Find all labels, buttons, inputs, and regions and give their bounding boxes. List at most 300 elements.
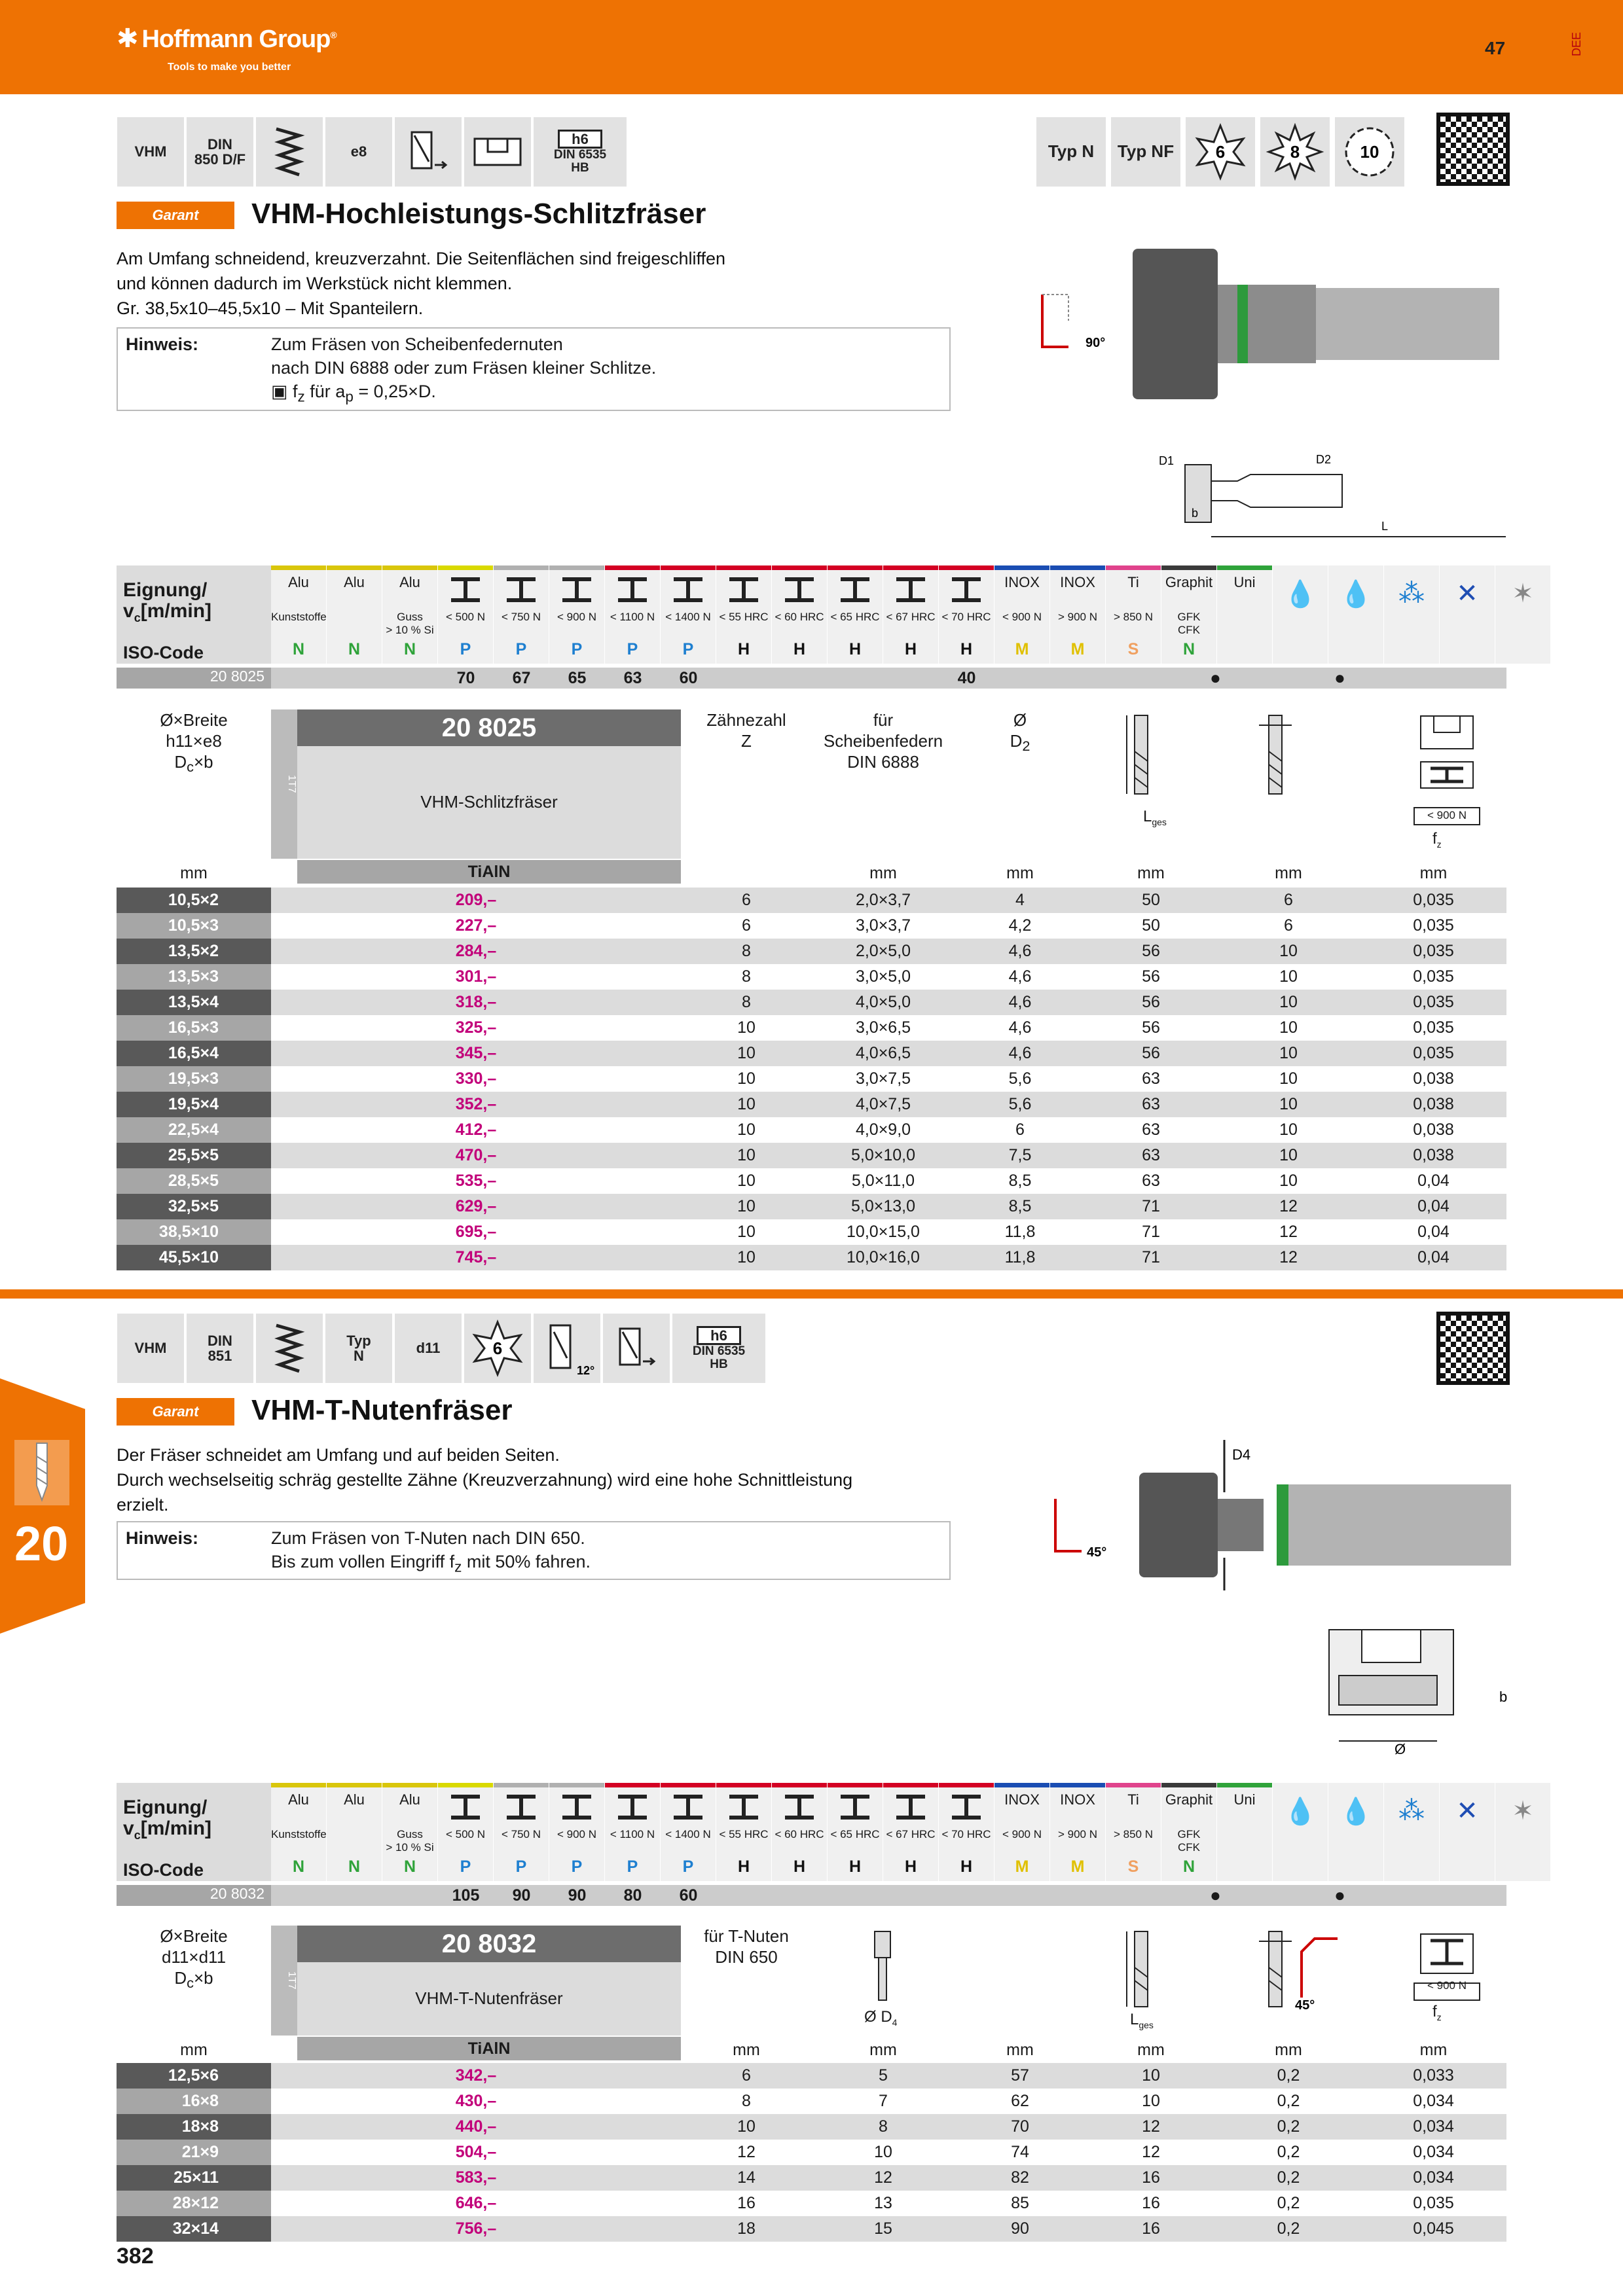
value-cell: 10	[1216, 939, 1360, 964]
price-cell: 318,–	[271, 990, 681, 1015]
tool-length-icon	[1122, 1928, 1161, 2017]
value-cell: 6	[742, 916, 751, 935]
side-cutting-icon	[394, 117, 462, 187]
value-cell: 0,2	[1216, 2216, 1360, 2242]
steel-beam-icon	[716, 1787, 771, 1828]
value-cell: 0,04	[1417, 1223, 1450, 1241]
value-cell: 12	[1085, 2114, 1216, 2140]
value-cell: 10	[737, 1172, 756, 1190]
iso-code: H	[904, 1857, 917, 1876]
value-cell: 10,0×15,0	[847, 1223, 920, 1241]
svg-text:10: 10	[1360, 142, 1379, 162]
steel-beam-icon	[438, 1787, 493, 1828]
value-cell: 16	[737, 2194, 756, 2212]
chamfer-45-icon	[1275, 1926, 1354, 2014]
iso-code: H	[960, 1857, 973, 1876]
value-cell: 10	[737, 1018, 756, 1037]
value-cell: 0,2	[1277, 2143, 1300, 2161]
material-color-band	[1106, 1783, 1161, 1787]
material-column: < 70 HRC H	[939, 565, 994, 664]
size-cell: 32×14	[117, 2216, 271, 2242]
vc-value: 70	[456, 669, 475, 687]
value-cell: 0,035	[1413, 916, 1454, 935]
value-cell: 0,034	[1413, 2143, 1454, 2161]
brand-name: Hoffmann Group	[141, 26, 331, 53]
size-cell: 13,5×4	[117, 990, 271, 1015]
value-cell: 10	[1279, 1069, 1298, 1088]
material-column: INOX > 900 N M	[1050, 565, 1105, 664]
svg-text:b: b	[1192, 507, 1199, 520]
value-cell: 11,8	[1004, 1223, 1036, 1241]
steel-beam-icon	[494, 570, 549, 611]
helix-angle-icon	[533, 1313, 601, 1384]
value-cell: 4,6	[955, 939, 1085, 964]
size-cell: 18×8	[117, 2114, 271, 2140]
steel-beam-icon	[605, 570, 660, 611]
table-row[interactable]	[117, 1194, 1506, 1219]
table-row[interactable]	[117, 2191, 1506, 2216]
material-column: < 750 N P	[494, 1783, 549, 1881]
value-cell: 50	[1085, 888, 1216, 913]
value-cell: 12	[1279, 1223, 1298, 1241]
value-cell: 12	[812, 2165, 955, 2191]
value-cell: 7,5	[955, 1143, 1085, 1168]
steel-beam-icon	[549, 570, 604, 611]
garant-logo: Garant	[117, 1398, 234, 1426]
steel-beam-icon	[828, 570, 883, 611]
product1-type-bar	[1036, 117, 1415, 187]
value-cell: 10	[1279, 1121, 1298, 1139]
material-color-band	[883, 565, 938, 570]
value-cell: 0,035	[1413, 1018, 1454, 1037]
value-cell: 4,6	[955, 990, 1085, 1015]
value-cell: 0,034	[1360, 2165, 1506, 2191]
material-color-band	[549, 565, 604, 570]
iso-code: N	[403, 640, 416, 658]
size-cell: 16,5×4	[117, 1041, 271, 1066]
teeth-6-icon	[464, 1313, 532, 1384]
size-cell: 25×11	[117, 2165, 271, 2191]
value-cell: 63	[1085, 1092, 1216, 1117]
value-cell: 10	[681, 1194, 812, 1219]
steel-beam-icon	[939, 1787, 994, 1828]
hoffmann-logo[interactable]: ✱ Hoffmann Group®	[117, 24, 337, 53]
value-cell: 4,0×6,5	[812, 1041, 955, 1066]
table-row[interactable]	[117, 1143, 1506, 1168]
tool-length-icon	[1122, 712, 1161, 807]
material-column: Alu Kunststoffe N	[271, 565, 326, 664]
mist-icon: ⁂	[1384, 1783, 1439, 1881]
material-color-band	[605, 1783, 660, 1787]
value-cell: 12	[1216, 1245, 1360, 1270]
material-color-band	[271, 565, 326, 570]
svg-text:Ø: Ø	[1395, 1741, 1406, 1757]
size-cell: 22,5×4	[117, 1117, 271, 1143]
value-cell: 10	[1279, 1018, 1298, 1037]
value-cell: 4,2	[1008, 916, 1032, 935]
iso-code: P	[571, 640, 583, 658]
value-cell: 10	[1216, 1143, 1360, 1168]
chapter-tab[interactable]	[0, 1378, 85, 1634]
material-color-band	[1050, 1783, 1105, 1787]
material-column: Alu N	[327, 565, 382, 664]
size-cell: 45,5×10	[117, 1245, 271, 1270]
emulsion-drop-icon: 💧	[1328, 565, 1383, 664]
teeth-8-icon	[1260, 117, 1330, 187]
price-cell: 629,–	[271, 1194, 681, 1219]
steel-beam-icon	[661, 1787, 716, 1828]
material-color-band	[994, 565, 1049, 570]
value-cell: 0,2	[1277, 2092, 1300, 2110]
product1-hint-box: Hinweis: Zum Fräsen von Scheibenfedernuten nach DIN 6888 oder zum Fräsen kleiner Schlitze. ▣ $f_z$ für $a_p = 0,25\times D$.	[117, 327, 951, 411]
table-row[interactable]	[117, 1015, 1506, 1041]
tolerance-d11: d11	[394, 1313, 462, 1384]
size-cell: 10,5×3	[117, 913, 271, 939]
iso-code: H	[793, 1857, 806, 1876]
iso-code: H	[737, 640, 750, 658]
material-column: Graphit GFK CFK N	[1161, 1783, 1216, 1881]
price-cell: 352,–	[271, 1092, 681, 1117]
svg-text:D4: D4	[1232, 1446, 1251, 1463]
material-column: < 70 HRC H	[939, 1783, 994, 1881]
value-cell: 0,033	[1360, 2063, 1506, 2089]
value-cell: 63	[1085, 1143, 1216, 1168]
iso-code: M	[1015, 1857, 1029, 1876]
value-cell: 5,6	[1008, 1069, 1032, 1088]
value-cell: 4,6	[1008, 967, 1032, 986]
table-row[interactable]	[117, 990, 1506, 1015]
product1-symbol-bar	[117, 117, 627, 187]
svg-text:D2: D2	[1316, 453, 1332, 466]
iso-code: S	[1127, 640, 1139, 658]
steel-beam-icon	[828, 1787, 883, 1828]
value-cell: 63	[1142, 1069, 1160, 1088]
tagline: Tools to make you better	[168, 62, 291, 73]
shank-h6-symbol: h6 DIN 6535 HB	[533, 117, 627, 187]
value-cell: 63	[1142, 1121, 1160, 1139]
table-row[interactable]	[117, 1245, 1506, 1270]
value-cell: 8	[681, 939, 812, 964]
page-number-top: 47	[1485, 38, 1506, 58]
material-column: Alu Kunststoffe N	[271, 1783, 326, 1881]
value-cell: 4,6	[1008, 1018, 1032, 1037]
teeth-10-icon	[1334, 117, 1405, 187]
material-column: Graphit GFK CFK N	[1161, 565, 1216, 664]
svg-text:90°: 90°	[1085, 336, 1106, 350]
vc-value: 63	[623, 669, 642, 687]
value-cell: 15	[812, 2216, 955, 2242]
value-cell: 6	[681, 888, 812, 913]
svg-text:D1: D1	[1159, 454, 1175, 467]
material-color-band	[661, 565, 716, 570]
value-cell: 0,038	[1360, 1092, 1506, 1117]
value-cell: 10	[1085, 2063, 1216, 2089]
price-cell: 646,–	[455, 2194, 497, 2212]
material-color-band	[772, 565, 827, 570]
material-column: < 1100 N P	[605, 1783, 660, 1881]
table-row[interactable]	[117, 1219, 1506, 1245]
material-color-band	[828, 1783, 883, 1787]
value-cell: 82	[955, 2165, 1085, 2191]
value-cell: 62	[1011, 2092, 1029, 2110]
material-column: Ti > 850 N S	[1106, 565, 1161, 664]
vhm-symbol: VHM	[117, 117, 185, 187]
material-column: < 60 HRC H	[772, 1783, 827, 1881]
iso-code: M	[1070, 640, 1085, 658]
price-cell: 583,–	[271, 2165, 681, 2191]
material-column: INOX < 900 N M	[994, 565, 1049, 664]
price-cell: 284,–	[271, 939, 681, 964]
material-column: Ti > 850 N S	[1106, 1783, 1161, 1881]
material-column: < 55 HRC H	[716, 565, 771, 664]
material-column: Uni	[1217, 1783, 1272, 1881]
value-cell: 5,0×11,0	[851, 1172, 915, 1190]
neck-dia-icon	[863, 1928, 902, 2010]
table-row[interactable]	[117, 964, 1506, 990]
material-column: < 500 N P	[438, 565, 493, 664]
table-row[interactable]	[117, 939, 1506, 964]
product2-hint-box: Hinweis: Zum Fräsen von T-Nuten nach DIN 650. Bis zum vollen Eingriff $f_z$ mit 50% fahren.	[117, 1521, 951, 1580]
material-column: Alu Guss > 10 % Si N	[382, 1783, 437, 1881]
material-column: < 55 HRC H	[716, 1783, 771, 1881]
value-cell: 90	[955, 2216, 1085, 2242]
size-cell: 13,5×2	[117, 939, 271, 964]
drill-icon	[14, 1440, 69, 1505]
value-cell: 16	[1142, 2194, 1160, 2212]
material-column: Alu Guss > 10 % Si N	[382, 565, 437, 664]
value-cell: 0,038	[1360, 1143, 1506, 1168]
iso-code: P	[627, 640, 638, 658]
iso-code: H	[848, 640, 862, 658]
value-cell: 0,2	[1277, 2194, 1300, 2212]
section-separator	[0, 1289, 1623, 1299]
material-color-band	[1106, 565, 1161, 570]
qr-code-2[interactable]	[1436, 1312, 1510, 1385]
material-color-band	[828, 565, 883, 570]
value-cell: 10,0×16,0	[812, 1245, 955, 1270]
size-cell: 13,5×3	[117, 964, 271, 990]
value-cell: 10	[1279, 1172, 1298, 1190]
vc-value: 67	[512, 669, 531, 687]
value-cell: 12	[737, 2143, 756, 2161]
material-column: < 500 N P	[438, 1783, 493, 1881]
material-column: INOX < 900 N M	[994, 1783, 1049, 1881]
chapter-number: 20	[14, 1516, 69, 1571]
material-color-band	[382, 1783, 437, 1787]
iso-code: N	[348, 1857, 361, 1876]
size-cell: 12,5×6	[117, 2063, 271, 2089]
value-cell: 13	[874, 2194, 892, 2212]
value-cell: 0,034	[1413, 2092, 1454, 2110]
table-row[interactable]	[117, 888, 1506, 913]
material-color-band	[494, 565, 549, 570]
table-row[interactable]	[117, 1117, 1506, 1143]
value-cell: 10	[681, 1041, 812, 1066]
value-cell: 6	[1284, 916, 1293, 935]
material-color-band	[939, 1783, 994, 1787]
value-cell: 18	[681, 2216, 812, 2242]
material-color-band	[1217, 1783, 1272, 1787]
dry-icon: ✕	[1440, 565, 1495, 664]
material-column: < 65 HRC H	[828, 565, 883, 664]
price-cell: 342,–	[271, 2063, 681, 2089]
value-cell: 0,035	[1413, 967, 1454, 986]
material-color-band	[1217, 565, 1272, 570]
value-cell: 56	[1142, 967, 1160, 986]
table-row[interactable]	[117, 2063, 1506, 2089]
shank-dia-icon	[1256, 712, 1295, 807]
value-cell: 56	[1085, 939, 1216, 964]
value-cell: 14	[681, 2165, 812, 2191]
product1-title: VHM-Hochleistungs-Schlitzfräser	[251, 198, 706, 230]
din-symbol: DIN 850 D/F	[186, 117, 254, 187]
iso-code: M	[1015, 640, 1029, 658]
size-cell: 28,5×5	[117, 1168, 271, 1194]
value-cell: 10	[737, 1121, 756, 1139]
svg-text:12°: 12°	[577, 1364, 595, 1377]
side-cutting-icon	[602, 1313, 670, 1384]
table-row[interactable]	[117, 1092, 1506, 1117]
iso-code: H	[793, 640, 806, 658]
value-cell: 8	[681, 990, 812, 1015]
size-cell: 21×9	[117, 2140, 271, 2165]
steel-beam-icon	[939, 570, 994, 611]
value-cell: 71	[1142, 1223, 1160, 1241]
product2-table	[117, 2063, 1506, 2242]
size-cell: 32,5×5	[117, 1194, 271, 1219]
cross-teeth-icon	[255, 117, 323, 187]
value-cell: 10	[681, 1245, 812, 1270]
product1-description: Am Umfang schneidend, kreuzverzahnt. Die Seitenflächen sind freigeschliffen und können dadurch im Werkstück nicht klemmen. Gr. 38,5x10–45,5x10 – Mit Spanteilern.	[117, 249, 726, 318]
value-cell: 5,0×13,0	[812, 1194, 955, 1219]
value-cell: 56	[1142, 1018, 1160, 1037]
price-cell: 430,–	[455, 2092, 497, 2110]
value-cell: 0,035	[1360, 990, 1506, 1015]
value-cell: 0,035	[1360, 1041, 1506, 1066]
svg-text:45°: 45°	[1087, 1545, 1107, 1560]
material-color-band	[438, 1783, 493, 1787]
size-cell: 16,5×3	[117, 1015, 271, 1041]
table-row[interactable]	[117, 1168, 1506, 1194]
value-cell: 8	[742, 2092, 751, 2110]
table-row[interactable]	[117, 913, 1506, 939]
material-color-band	[939, 565, 994, 570]
value-cell: 5,0×10,0	[812, 1143, 955, 1168]
typ-n-symbol: Typ N	[1036, 117, 1106, 187]
table-row[interactable]	[117, 2216, 1506, 2242]
qr-code-1[interactable]	[1436, 113, 1510, 186]
product1-suitability: Eignung/ $v_c[m/\min]$ ISO-Code 20 8025 Alu Kunststoffe N Alu N Alu Guss > 10 % Si N < 500 N P < 750 N P < 900 N P < 1100 N P < 1400 N P < 55 HRC H < 60 HRC H < 65 HRC H < 67 HRC H < 70 HRC H INOX < 900 N M INOX > 900 N M Ti > 850 N S Graphit GFK CFK N Uni 💧 💧 ⁂ ✕ ✶ 70 67 65 63 60 40 ● ●	[117, 565, 1506, 694]
table-row[interactable]	[117, 2140, 1506, 2165]
slot-cutter-illustration	[1034, 223, 1519, 543]
iso-code: H	[848, 1857, 862, 1876]
material-column: < 1400 N P	[661, 1783, 716, 1881]
value-cell: 0,038	[1413, 1121, 1454, 1139]
svg-text:45°: 45°	[1295, 1998, 1315, 2011]
iso-code: M	[1070, 1857, 1085, 1876]
price-cell: 756,–	[271, 2216, 681, 2242]
value-cell: 4	[955, 888, 1085, 913]
value-cell: 7	[879, 2092, 888, 2110]
price-cell: 535,–	[455, 1172, 497, 1190]
material-column: < 65 HRC H	[828, 1783, 883, 1881]
value-cell: 0,2	[1216, 2063, 1360, 2089]
material-color-band	[661, 1783, 716, 1787]
product2-table-header: Ø×Breite d11×d11 $D_c\times b$ 1T7 20 8032 VHM-T-Nutenfräser TiAlN für T-Nuten DIN 650 Ø $D_4$ $L_{ges}$ 45° < 900 N $f_z$ mm mm mm mm mm mm mm	[117, 1926, 1506, 2064]
iso-code: N	[1182, 640, 1195, 658]
steel-beam-icon	[438, 570, 493, 611]
blade-icon: ✶	[1495, 565, 1550, 664]
value-cell: 10	[737, 1069, 756, 1088]
steel-beam-icon	[661, 570, 716, 611]
table-row[interactable]	[117, 2165, 1506, 2191]
material-color-band	[994, 1783, 1049, 1787]
value-cell: 56	[1085, 1041, 1216, 1066]
iso-code: P	[682, 1857, 694, 1876]
steel-beam-icon	[883, 570, 938, 611]
value-cell: 3,0×6,5	[855, 1018, 911, 1037]
iso-code: N	[403, 1857, 416, 1876]
vc-value: 90	[512, 1886, 531, 1905]
iso-code: P	[682, 640, 694, 658]
material-color-band	[883, 1783, 938, 1787]
material-color-band	[438, 565, 493, 570]
value-cell: 0,035	[1360, 939, 1506, 964]
value-cell: 0,2	[1216, 2114, 1360, 2140]
iso-code: S	[1127, 1857, 1139, 1876]
price-cell: 325,–	[455, 1018, 497, 1037]
garant-logo: Garant	[117, 202, 234, 229]
vc-value: 65	[568, 669, 587, 687]
product2-suitability: Eignung/ $v_c[m/\min]$ ISO-Code 20 8032 Alu Kunststoffe N Alu N Alu Guss > 10 % Si N < 500 N P < 750 N P < 900 N P < 1100 N P < 1400 N P < 55 HRC H < 60 HRC H < 65 HRC H < 67 HRC H < 70 HRC H INOX < 900 N M INOX > 900 N M Ti > 850 N S Graphit GFK CFK N Uni 💧 💧 ⁂ ✕ ✶ 105 90 90 80 60 ● ●	[117, 1783, 1506, 1911]
article-number-header: 20 8025	[297, 709, 681, 746]
svg-text:b: b	[1499, 1689, 1508, 1705]
table-row[interactable]	[117, 1066, 1506, 1092]
material-color-band	[716, 1783, 771, 1787]
value-cell: 12	[1216, 1194, 1360, 1219]
value-cell: 0,04	[1360, 1245, 1506, 1270]
language-code: DEE	[1570, 31, 1583, 56]
table-row[interactable]	[117, 2089, 1506, 2114]
value-cell: 5,6	[955, 1092, 1085, 1117]
table-row[interactable]	[117, 1041, 1506, 1066]
value-cell: 0,038	[1413, 1069, 1454, 1088]
steel-beam-icon	[772, 1787, 827, 1828]
value-cell: 3,0×3,7	[855, 916, 911, 935]
typ-n-symbol: Typ N	[325, 1313, 393, 1384]
table-row[interactable]	[117, 2114, 1506, 2140]
product2-title: VHM-T-Nutenfräser	[251, 1394, 513, 1426]
logo-mark-icon: ✱	[117, 24, 138, 53]
price-cell: 470,–	[271, 1143, 681, 1168]
price-cell: 440,–	[271, 2114, 681, 2140]
value-cell: 4,0×7,5	[812, 1092, 955, 1117]
vc-value: 105	[452, 1886, 480, 1905]
value-cell: 50	[1142, 916, 1160, 935]
product2-symbol-bar	[117, 1313, 778, 1384]
iso-code: P	[460, 1857, 471, 1876]
value-cell: 71	[1085, 1245, 1216, 1270]
price-cell: 301,–	[455, 967, 497, 986]
price-cell: 412,–	[455, 1121, 497, 1139]
material-column: < 900 N P	[549, 565, 604, 664]
value-cell: 4,6	[955, 1041, 1085, 1066]
value-cell: 10	[1216, 1041, 1360, 1066]
value-cell: 16	[1085, 2216, 1216, 2242]
value-cell: 6	[1015, 1121, 1025, 1139]
value-cell: 0,034	[1360, 2114, 1506, 2140]
material-color-band	[1161, 1783, 1216, 1787]
